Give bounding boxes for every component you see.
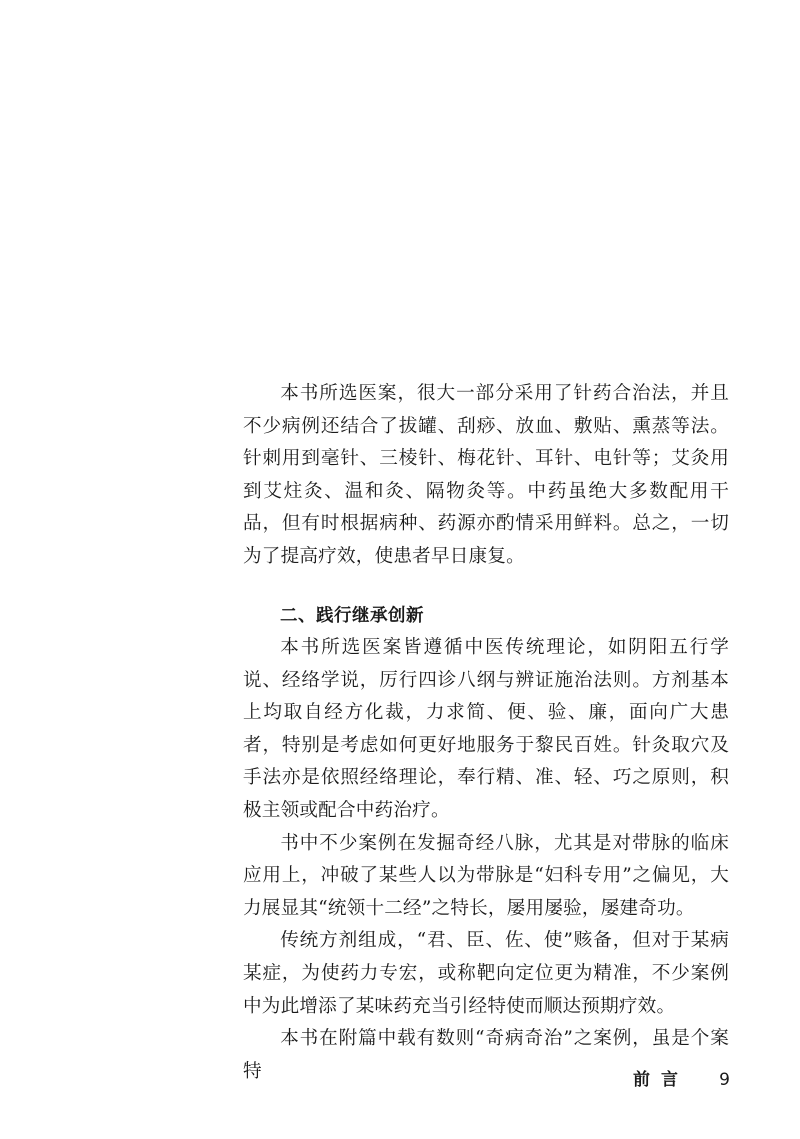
intro-paragraph: 本书所选医案，很大一部分采用了针药合治法，并且不少病例还结合了拔罐、刮痧、放血、敷贴、熏蒸等法。针刺用到毫针、三棱针、梅花针、耳针、电针等；艾灸用到艾炷灸、温和灸、隔物灸等。中药虽绝大多数配用干品，但有时根据病种、药源亦酌情采用鲜料。总之，一切为了提高疗效，使患者早日康复。 — [243, 383, 729, 567]
body-paragraph: 本书在附篇中载有数则“奇病奇治”之案例，虽是个案特 — [243, 1028, 729, 1082]
section-heading: 二、践行继承创新 — [280, 606, 424, 626]
body-paragraph: 本书所选医案皆遵循中医传统理论，如阴阳五行学说、经络学说，厉行四诊八纲与辨证施治法则。方剂基本上均取自经方化裁，力求简、便、验、廉，面向广大患者，特别是考虑如何更好地服务于黎民百姓。针灸取穴及手法亦是依照经络理论，奉行精、准、轻、巧之原则，积极主领或配合中药治疗。 — [243, 637, 729, 821]
footer-section-label: 前言 — [633, 1070, 689, 1090]
section-text-block — [243, 632, 729, 1088]
page-footer — [600, 1066, 730, 1094]
body-paragraph: 书中不少案例在发掘奇经八脉，尤其是对带脉的临床应用上，冲破了某些人以为带脉是“妇科专用”之偏见，大力展显其“统领十二经”之特长，屡用屡验，屡建奇功。 — [243, 832, 729, 919]
intro-text-block — [243, 378, 729, 574]
body-paragraph: 传统方剂组成，“君、臣、佐、使”赅备，但对于某病某症，为使药力专宏，或称靶向定位更为精准，不少案例中为此增添了某味药充当引经特使而顺达预期疗效。 — [243, 930, 729, 1017]
page-number: 9 — [719, 1070, 730, 1090]
